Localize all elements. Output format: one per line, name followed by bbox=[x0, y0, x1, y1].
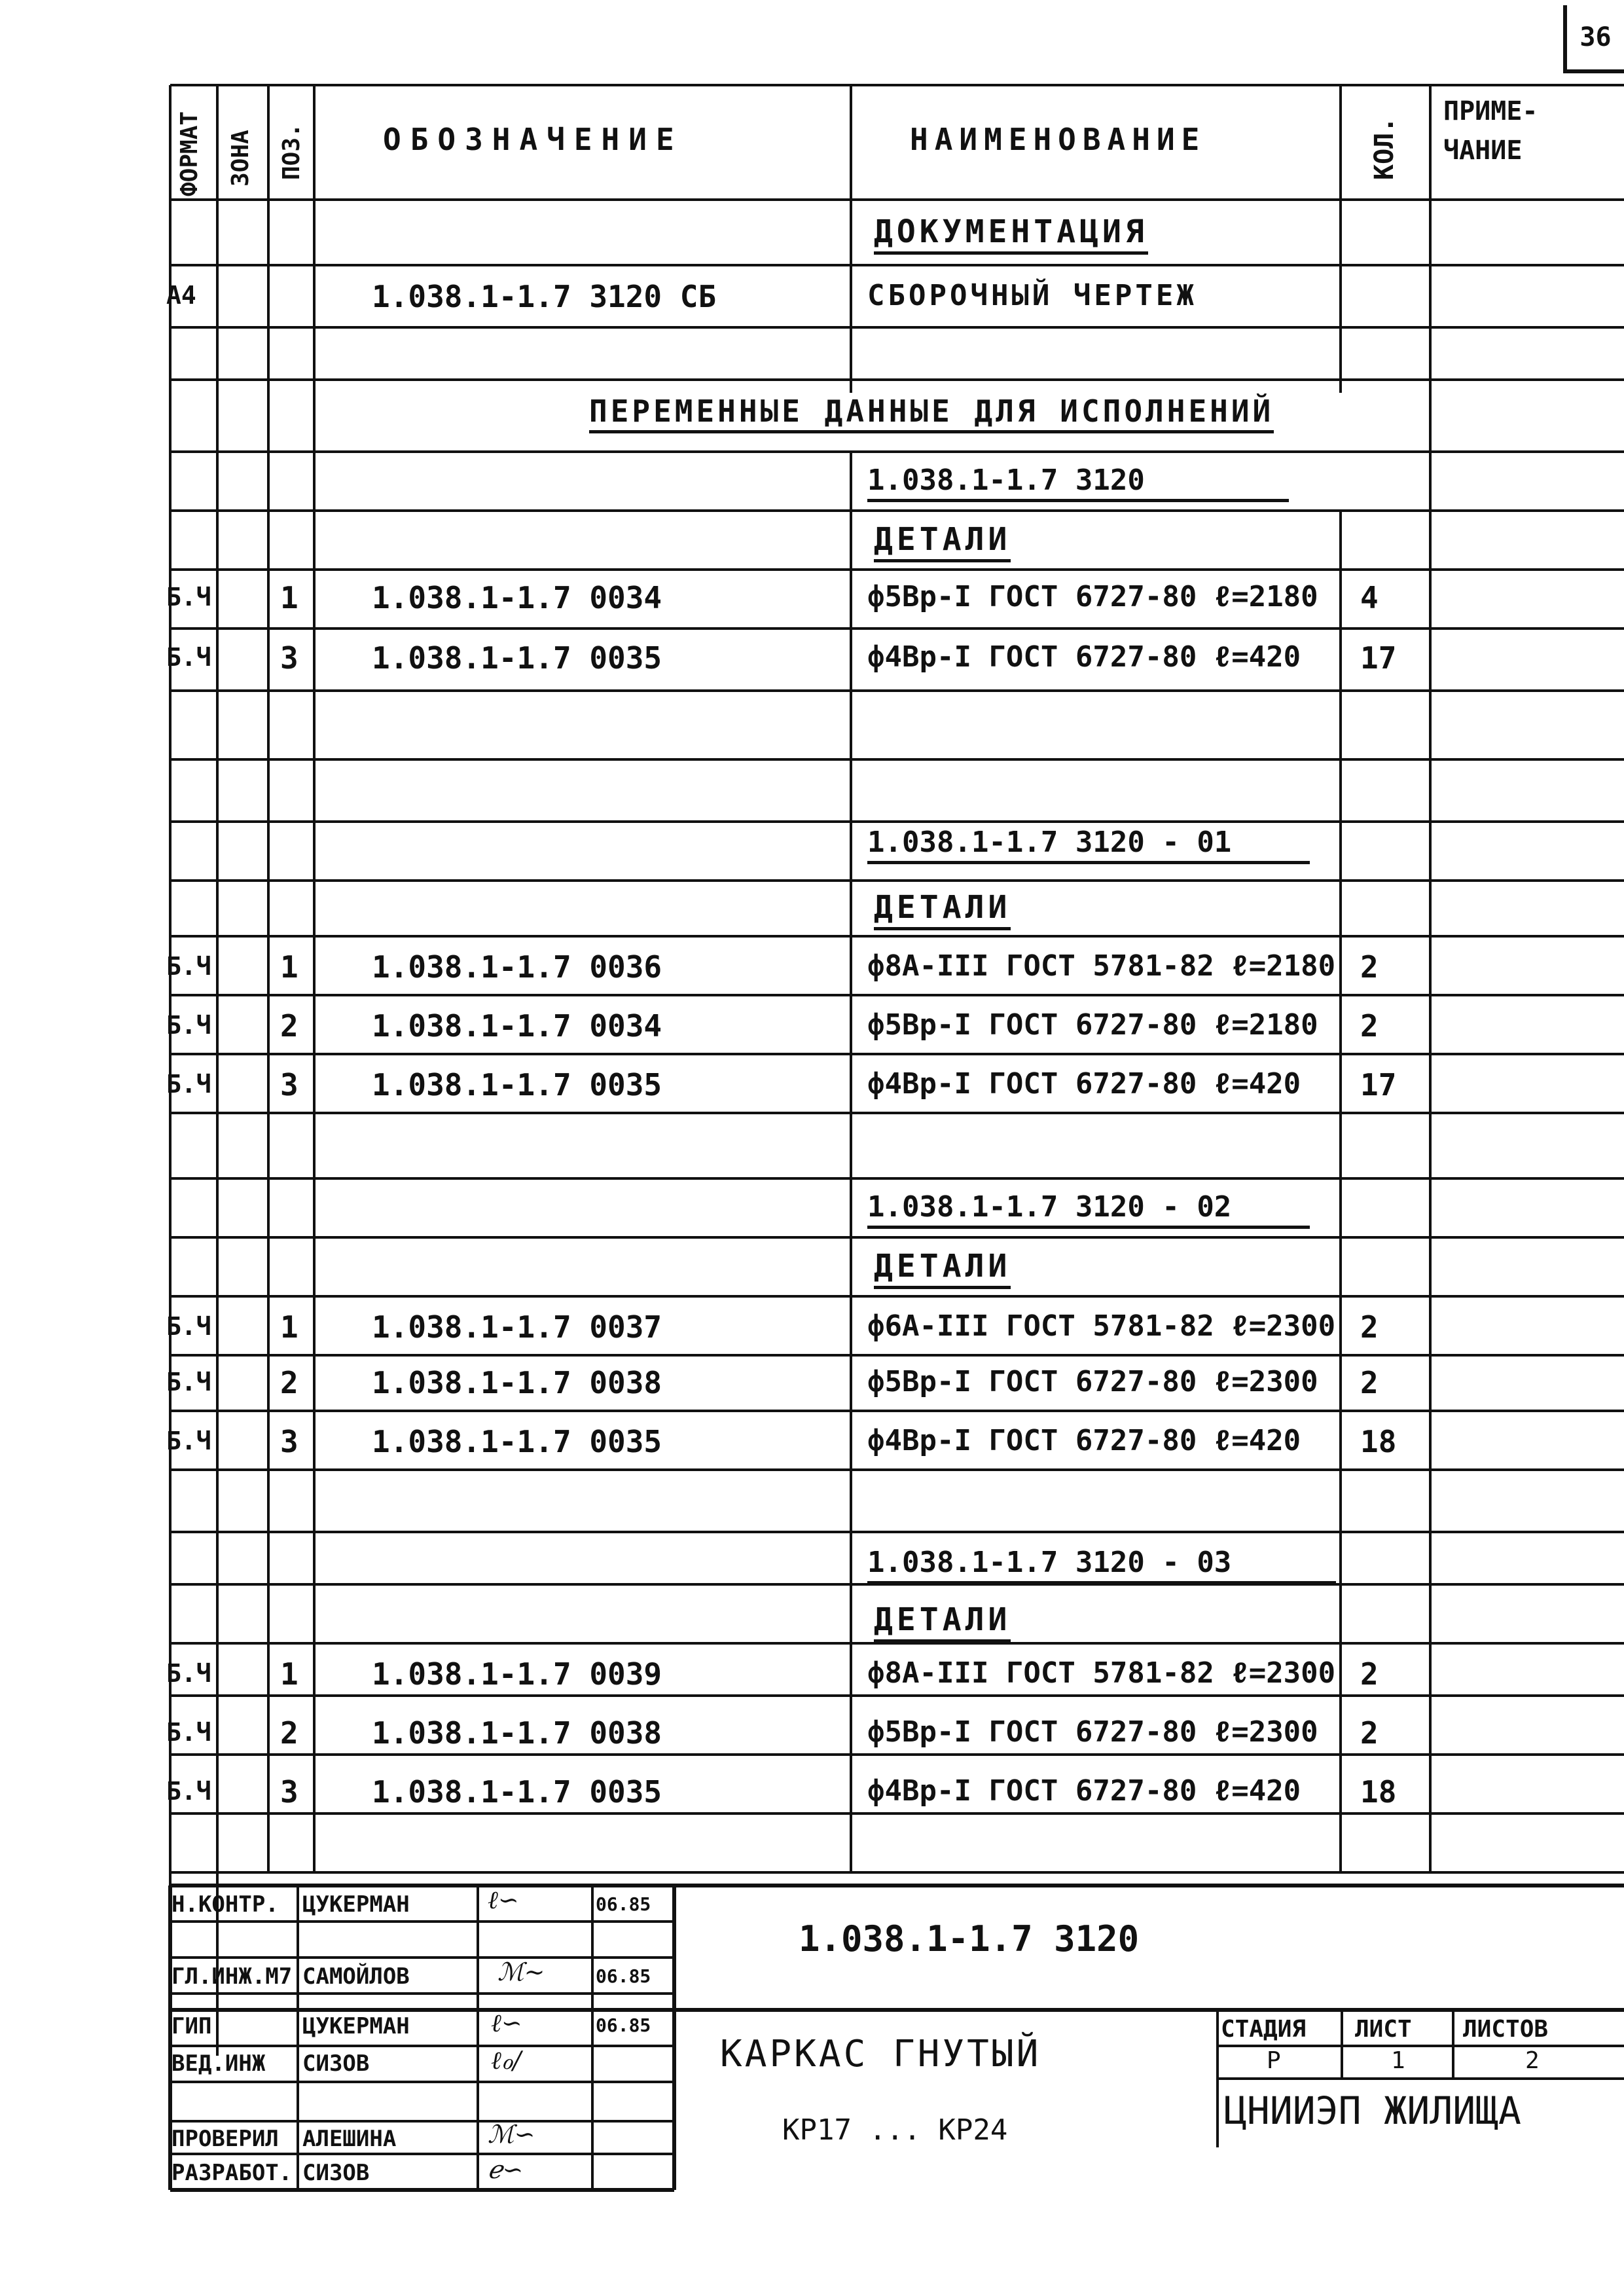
doc-row-designation: 1.038.1-1.7 3120 СБ bbox=[372, 279, 717, 314]
tb-date: 06.85 bbox=[596, 2014, 651, 2036]
row-designation: 1.038.1-1.7 0035 bbox=[372, 1424, 662, 1459]
stage-label: СТАДИЯ bbox=[1221, 2016, 1307, 2043]
tb-role: ПРОВЕРИЛ bbox=[171, 2126, 279, 2152]
doc-row-name: СБОРОЧНЫЙ ЧЕРТЕЖ bbox=[867, 279, 1197, 312]
row-designation: 1.038.1-1.7 0034 bbox=[372, 580, 662, 615]
tb-name: СИЗОВ bbox=[302, 2050, 370, 2077]
signature-mark: ℳ∼ bbox=[497, 1958, 545, 1986]
variable-data-title: ПЕРЕМЕННЫЕ ДАННЫЕ ДЛЯ ИСПОЛНЕНИЙ bbox=[589, 396, 1274, 433]
header-note-line2: ЧАНИЕ bbox=[1443, 136, 1523, 166]
row-name: ф4Вр-I ГОСТ 6727-80 ℓ=420 bbox=[867, 640, 1301, 674]
row-designation: 1.038.1-1.7 0038 bbox=[372, 1365, 662, 1400]
sheets-value: 2 bbox=[1525, 2047, 1540, 2074]
row-designation: 1.038.1-1.7 0039 bbox=[372, 1656, 662, 1692]
row-name: ф5Вр-I ГОСТ 6727-80 ℓ=2300 bbox=[867, 1715, 1318, 1749]
row-format: Б.Ч bbox=[166, 1011, 211, 1040]
row-name: ф4Вр-I ГОСТ 6727-80 ℓ=420 bbox=[867, 1067, 1301, 1101]
row-format: Б.Ч bbox=[166, 1777, 211, 1806]
tb-role: РАЗРАБОТ. bbox=[171, 2160, 293, 2186]
row-format: Б.Ч bbox=[166, 583, 211, 611]
row-format: Б.Ч bbox=[166, 1312, 211, 1341]
row-pos: 1 bbox=[280, 1309, 298, 1345]
details-title: ДЕТАЛИ bbox=[874, 892, 1011, 930]
row-format: Б.Ч bbox=[166, 1427, 211, 1455]
signature-mark: ℯ∽ bbox=[488, 2155, 524, 2184]
row-qty: 17 bbox=[1360, 640, 1397, 676]
row-format: Б.Ч bbox=[166, 1368, 211, 1396]
row-designation: 1.038.1-1.7 0034 bbox=[372, 1008, 662, 1044]
sheet-value: 1 bbox=[1391, 2047, 1405, 2074]
header-designation: ОБОЗНАЧЕНИЕ bbox=[383, 122, 683, 157]
tb-date: 06.85 bbox=[596, 1893, 651, 1915]
row-format: Б.Ч bbox=[166, 1718, 211, 1747]
tb-name: АЛЕШИНА bbox=[302, 2126, 397, 2152]
tb-name: ЦУКЕРМАН bbox=[302, 2013, 410, 2039]
sheets-label: ЛИСТОВ bbox=[1463, 2016, 1549, 2043]
version-code: 1.038.1-1.7 3120 bbox=[867, 466, 1289, 502]
row-designation: 1.038.1-1.7 0036 bbox=[372, 949, 662, 985]
doc-row-format: А4 bbox=[166, 281, 196, 310]
row-name: ф4Вр-I ГОСТ 6727-80 ℓ=420 bbox=[867, 1774, 1301, 1808]
row-pos: 3 bbox=[280, 1067, 298, 1102]
tb-role: ГЛ.ИНЖ.М7 bbox=[171, 1963, 293, 1990]
row-qty: 17 bbox=[1360, 1067, 1397, 1102]
row-name: ф8А-III ГОСТ 5781-82 ℓ=2300 bbox=[867, 1656, 1336, 1690]
header-note-line1: ПРИМЕ- bbox=[1443, 96, 1538, 126]
row-qty: 4 bbox=[1360, 580, 1379, 615]
row-qty: 2 bbox=[1360, 1365, 1379, 1400]
documentation-title: ДОКУМЕНТАЦИЯ bbox=[874, 216, 1148, 255]
tb-role: ГИП bbox=[171, 2013, 212, 2039]
details-title: ДЕТАЛИ bbox=[874, 1604, 1011, 1643]
row-designation: 1.038.1-1.7 0038 bbox=[372, 1715, 662, 1751]
row-name: ф6А-III ГОСТ 5781-82 ℓ=2300 bbox=[867, 1309, 1336, 1343]
row-designation: 1.038.1-1.7 0035 bbox=[372, 640, 662, 676]
header-qty: КОЛ. bbox=[1369, 117, 1399, 180]
header-zone: ЗОНА bbox=[227, 130, 254, 187]
tb-role: Н.КОНТР. bbox=[171, 1891, 279, 1918]
tb-name: ЦУКЕРМАН bbox=[302, 1891, 410, 1918]
row-name: ф5Вр-I ГОСТ 6727-80 ℓ=2180 bbox=[867, 580, 1318, 613]
signature-mark: ℓℴ∕ bbox=[491, 2046, 522, 2075]
row-pos: 2 bbox=[280, 1008, 298, 1044]
row-format: Б.Ч bbox=[166, 1659, 211, 1688]
row-format: Б.Ч bbox=[166, 952, 211, 981]
version-code: 1.038.1-1.7 3120 - 03 bbox=[867, 1548, 1336, 1584]
stage-value: Р bbox=[1267, 2047, 1281, 2074]
row-name: ф4Вр-I ГОСТ 6727-80 ℓ=420 bbox=[867, 1424, 1301, 1457]
row-qty: 2 bbox=[1360, 1715, 1379, 1751]
header-pos: ПОЗ. bbox=[278, 123, 305, 180]
row-qty: 2 bbox=[1360, 1008, 1379, 1044]
tb-name: СИЗОВ bbox=[302, 2160, 370, 2186]
version-code: 1.038.1-1.7 3120 - 02 bbox=[867, 1193, 1310, 1229]
row-pos: 1 bbox=[280, 949, 298, 985]
row-name: ф5Вр-I ГОСТ 6727-80 ℓ=2300 bbox=[867, 1365, 1318, 1398]
row-pos: 3 bbox=[280, 1774, 298, 1810]
row-designation: 1.038.1-1.7 0037 bbox=[372, 1309, 662, 1345]
row-qty: 18 bbox=[1360, 1424, 1397, 1459]
signature-mark: ℓ∽ bbox=[488, 1886, 519, 1914]
version-code: 1.038.1-1.7 3120 - 01 bbox=[867, 828, 1310, 864]
tb-role: ВЕД.ИНЖ bbox=[171, 2050, 266, 2077]
row-format: Б.Ч bbox=[166, 643, 211, 672]
row-qty: 2 bbox=[1360, 1656, 1379, 1692]
signature-mark: ℳ∽ bbox=[488, 2120, 535, 2149]
row-pos: 3 bbox=[280, 1424, 298, 1459]
document-subtitle: КР17 ... КР24 bbox=[782, 2113, 1008, 2147]
row-qty: 18 bbox=[1360, 1774, 1397, 1810]
row-pos: 3 bbox=[280, 640, 298, 676]
row-name: ф5Вр-I ГОСТ 6727-80 ℓ=2180 bbox=[867, 1008, 1318, 1042]
tb-date: 06.85 bbox=[596, 1965, 651, 1987]
row-format: Б.Ч bbox=[166, 1070, 211, 1099]
sheet-label: ЛИСТ bbox=[1355, 2016, 1412, 2043]
header-format: ФОРМАТ bbox=[176, 111, 203, 196]
header-name: НАИМЕНОВАНИЕ bbox=[910, 122, 1206, 157]
row-qty: 2 bbox=[1360, 949, 1379, 985]
row-name: ф8А-III ГОСТ 5781-82 ℓ=2180 bbox=[867, 949, 1336, 983]
sheet-number: 36 bbox=[1563, 5, 1624, 73]
document-title: КАРКАС ГНУТЫЙ bbox=[720, 2033, 1041, 2075]
row-pos: 1 bbox=[280, 580, 298, 615]
document-code: 1.038.1-1.7 3120 bbox=[799, 1918, 1140, 1959]
row-designation: 1.038.1-1.7 0035 bbox=[372, 1067, 662, 1102]
row-qty: 2 bbox=[1360, 1309, 1379, 1345]
details-title: ДЕТАЛИ bbox=[874, 1250, 1011, 1289]
row-pos: 2 bbox=[280, 1365, 298, 1400]
signature-mark: ℓ∽ bbox=[491, 2009, 522, 2037]
row-pos: 1 bbox=[280, 1656, 298, 1692]
row-pos: 2 bbox=[280, 1715, 298, 1751]
tb-name: САМОЙЛОВ bbox=[302, 1963, 410, 1990]
organization: ЦНИИЭП ЖИЛИЩА bbox=[1224, 2088, 1521, 2133]
details-title: ДЕТАЛИ bbox=[874, 524, 1011, 562]
row-designation: 1.038.1-1.7 0035 bbox=[372, 1774, 662, 1810]
